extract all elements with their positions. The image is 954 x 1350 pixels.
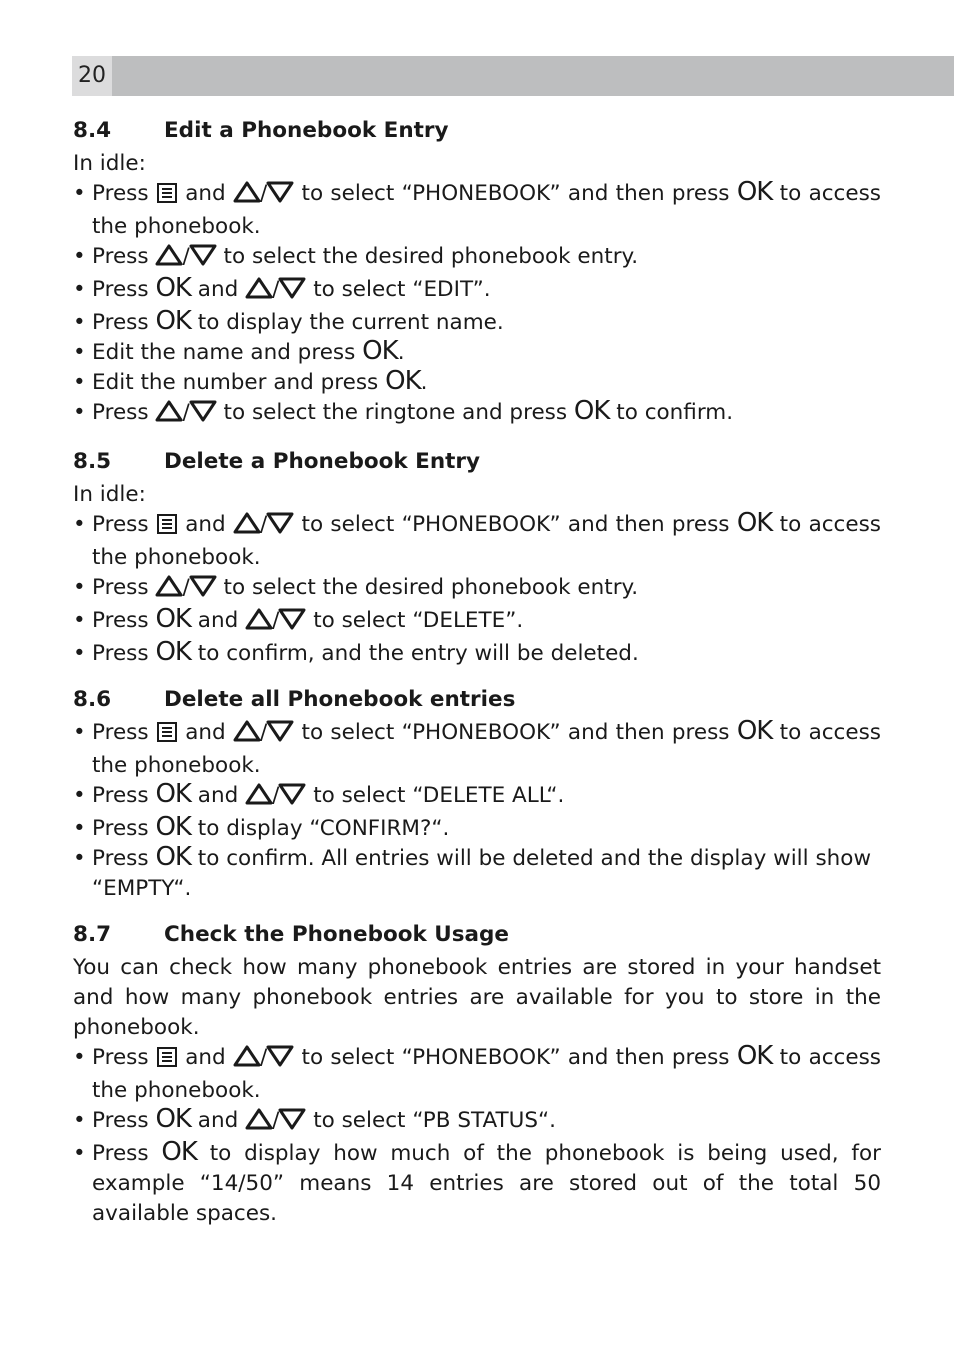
list-item: • Press OK to confirm. All entries will be deleted and the display will show “EMPTY“. (73, 844, 881, 904)
section-heading (73, 115, 881, 147)
ok-key-label: OK (736, 716, 773, 746)
down-arrow-key-icon (266, 1045, 294, 1076)
section-8-7 (73, 919, 881, 1229)
ok-key-label: OK (155, 306, 191, 336)
section-intro: You can check how many phonebook entries are stored in your handset and how many phonebook entries are available for you to store in the phonebook. (73, 955, 881, 1040)
up-arrow-key-icon (245, 608, 273, 639)
list-item: • Press OK and / to select “PB STATUS“. (73, 1106, 881, 1139)
list-item: • Press / to select the desired phonebook entry. (73, 573, 881, 606)
up-arrow-key-icon (245, 1108, 273, 1139)
list-item: • Press and / to select “PHONEBOOK” and then press OK to access the phonebook. (73, 1043, 881, 1106)
section-number: 8.5 (73, 449, 112, 474)
down-arrow-key-icon (278, 783, 306, 814)
up-arrow-key-icon (233, 720, 261, 751)
menu-key-icon (156, 1046, 178, 1076)
section-title: Delete a Phonebook Entry (164, 449, 481, 474)
list-item: • Press OK to display how much of the phonebook is being used, for example “14/50” means 14 entries are stored out of the total 50 available spaces. (73, 1139, 881, 1229)
section-heading (73, 446, 881, 478)
section-title: Delete all Phonebook entries (164, 687, 516, 712)
list-item: • Press OK to display the current name. (73, 308, 881, 338)
section-number: 8.4 (73, 118, 112, 143)
menu-key-icon (156, 182, 178, 212)
down-arrow-key-icon (266, 181, 294, 212)
up-arrow-key-icon (155, 575, 183, 606)
ok-key-label: OK (155, 273, 191, 303)
ok-key-label: OK (573, 396, 610, 426)
ok-key-label: OK (736, 508, 773, 538)
ok-key-label: OK (155, 1104, 191, 1134)
section-heading (73, 919, 881, 951)
list-item: • Press OK and / to select “DELETE”. (73, 606, 881, 639)
down-arrow-key-icon (189, 244, 217, 275)
section-title: Check the Phonebook Usage (164, 922, 510, 947)
ok-key-label: OK (736, 1041, 773, 1071)
ok-key-label: OK (155, 604, 191, 634)
step-list (73, 510, 881, 669)
ok-key-label: OK (736, 177, 773, 207)
list-item: • Press and / to select “PHONEBOOK” and then press OK to access the phonebook. (73, 718, 881, 781)
ok-key-label: OK (385, 366, 421, 396)
section-number: 8.7 (73, 922, 112, 947)
down-arrow-key-icon (278, 277, 306, 308)
ok-key-label: OK (362, 336, 398, 366)
ok-key-label: OK (155, 779, 191, 809)
manual-content (73, 115, 881, 1229)
down-arrow-key-icon (266, 512, 294, 543)
list-item: • Press OK to display “CONFIRM?“. (73, 814, 881, 844)
up-arrow-key-icon (155, 244, 183, 275)
list-item: • Edit the name and press OK. (73, 338, 881, 368)
section-8-4 (73, 115, 881, 431)
page-header-bar (72, 56, 954, 96)
in-idle-label: In idle: (73, 482, 146, 507)
down-arrow-key-icon (189, 575, 217, 606)
up-arrow-key-icon (233, 512, 261, 543)
page-number: 20 (72, 56, 112, 96)
list-item: • Press and / to select “PHONEBOOK” and then press OK to access the phonebook. (73, 179, 881, 242)
section-heading (73, 684, 881, 716)
up-arrow-key-icon (233, 181, 261, 212)
up-arrow-key-icon (245, 277, 273, 308)
down-arrow-key-icon (278, 1108, 306, 1139)
step-list (73, 179, 881, 431)
up-arrow-key-icon (245, 783, 273, 814)
section-8-5 (73, 446, 881, 669)
list-item: • Press / to select the ringtone and press OK to confirm. (73, 398, 881, 431)
menu-key-icon (156, 721, 178, 751)
section-number: 8.6 (73, 687, 112, 712)
step-list (73, 718, 881, 904)
list-item: • Press and / to select “PHONEBOOK” and then press OK to access the phonebook. (73, 510, 881, 573)
list-item: • Press OK to confirm, and the entry will be deleted. (73, 639, 881, 669)
step-list (73, 1043, 881, 1229)
section-8-6 (73, 684, 881, 904)
down-arrow-key-icon (278, 608, 306, 639)
list-item: • Press / to select the desired phonebook entry. (73, 242, 881, 275)
in-idle-label: In idle: (73, 151, 146, 176)
ok-key-label: OK (155, 637, 191, 667)
list-item: • Press OK and / to select “EDIT”. (73, 275, 881, 308)
list-item: • Edit the number and press OK. (73, 368, 881, 398)
down-arrow-key-icon (266, 720, 294, 751)
list-item: • Press OK and / to select “DELETE ALL“. (73, 781, 881, 814)
up-arrow-key-icon (233, 1045, 261, 1076)
ok-key-label: OK (155, 842, 191, 872)
menu-key-icon (156, 513, 178, 543)
down-arrow-key-icon (189, 400, 217, 431)
section-title: Edit a Phonebook Entry (164, 118, 449, 143)
ok-key-label: OK (155, 812, 191, 842)
ok-key-label: OK (161, 1137, 197, 1167)
up-arrow-key-icon (155, 400, 183, 431)
